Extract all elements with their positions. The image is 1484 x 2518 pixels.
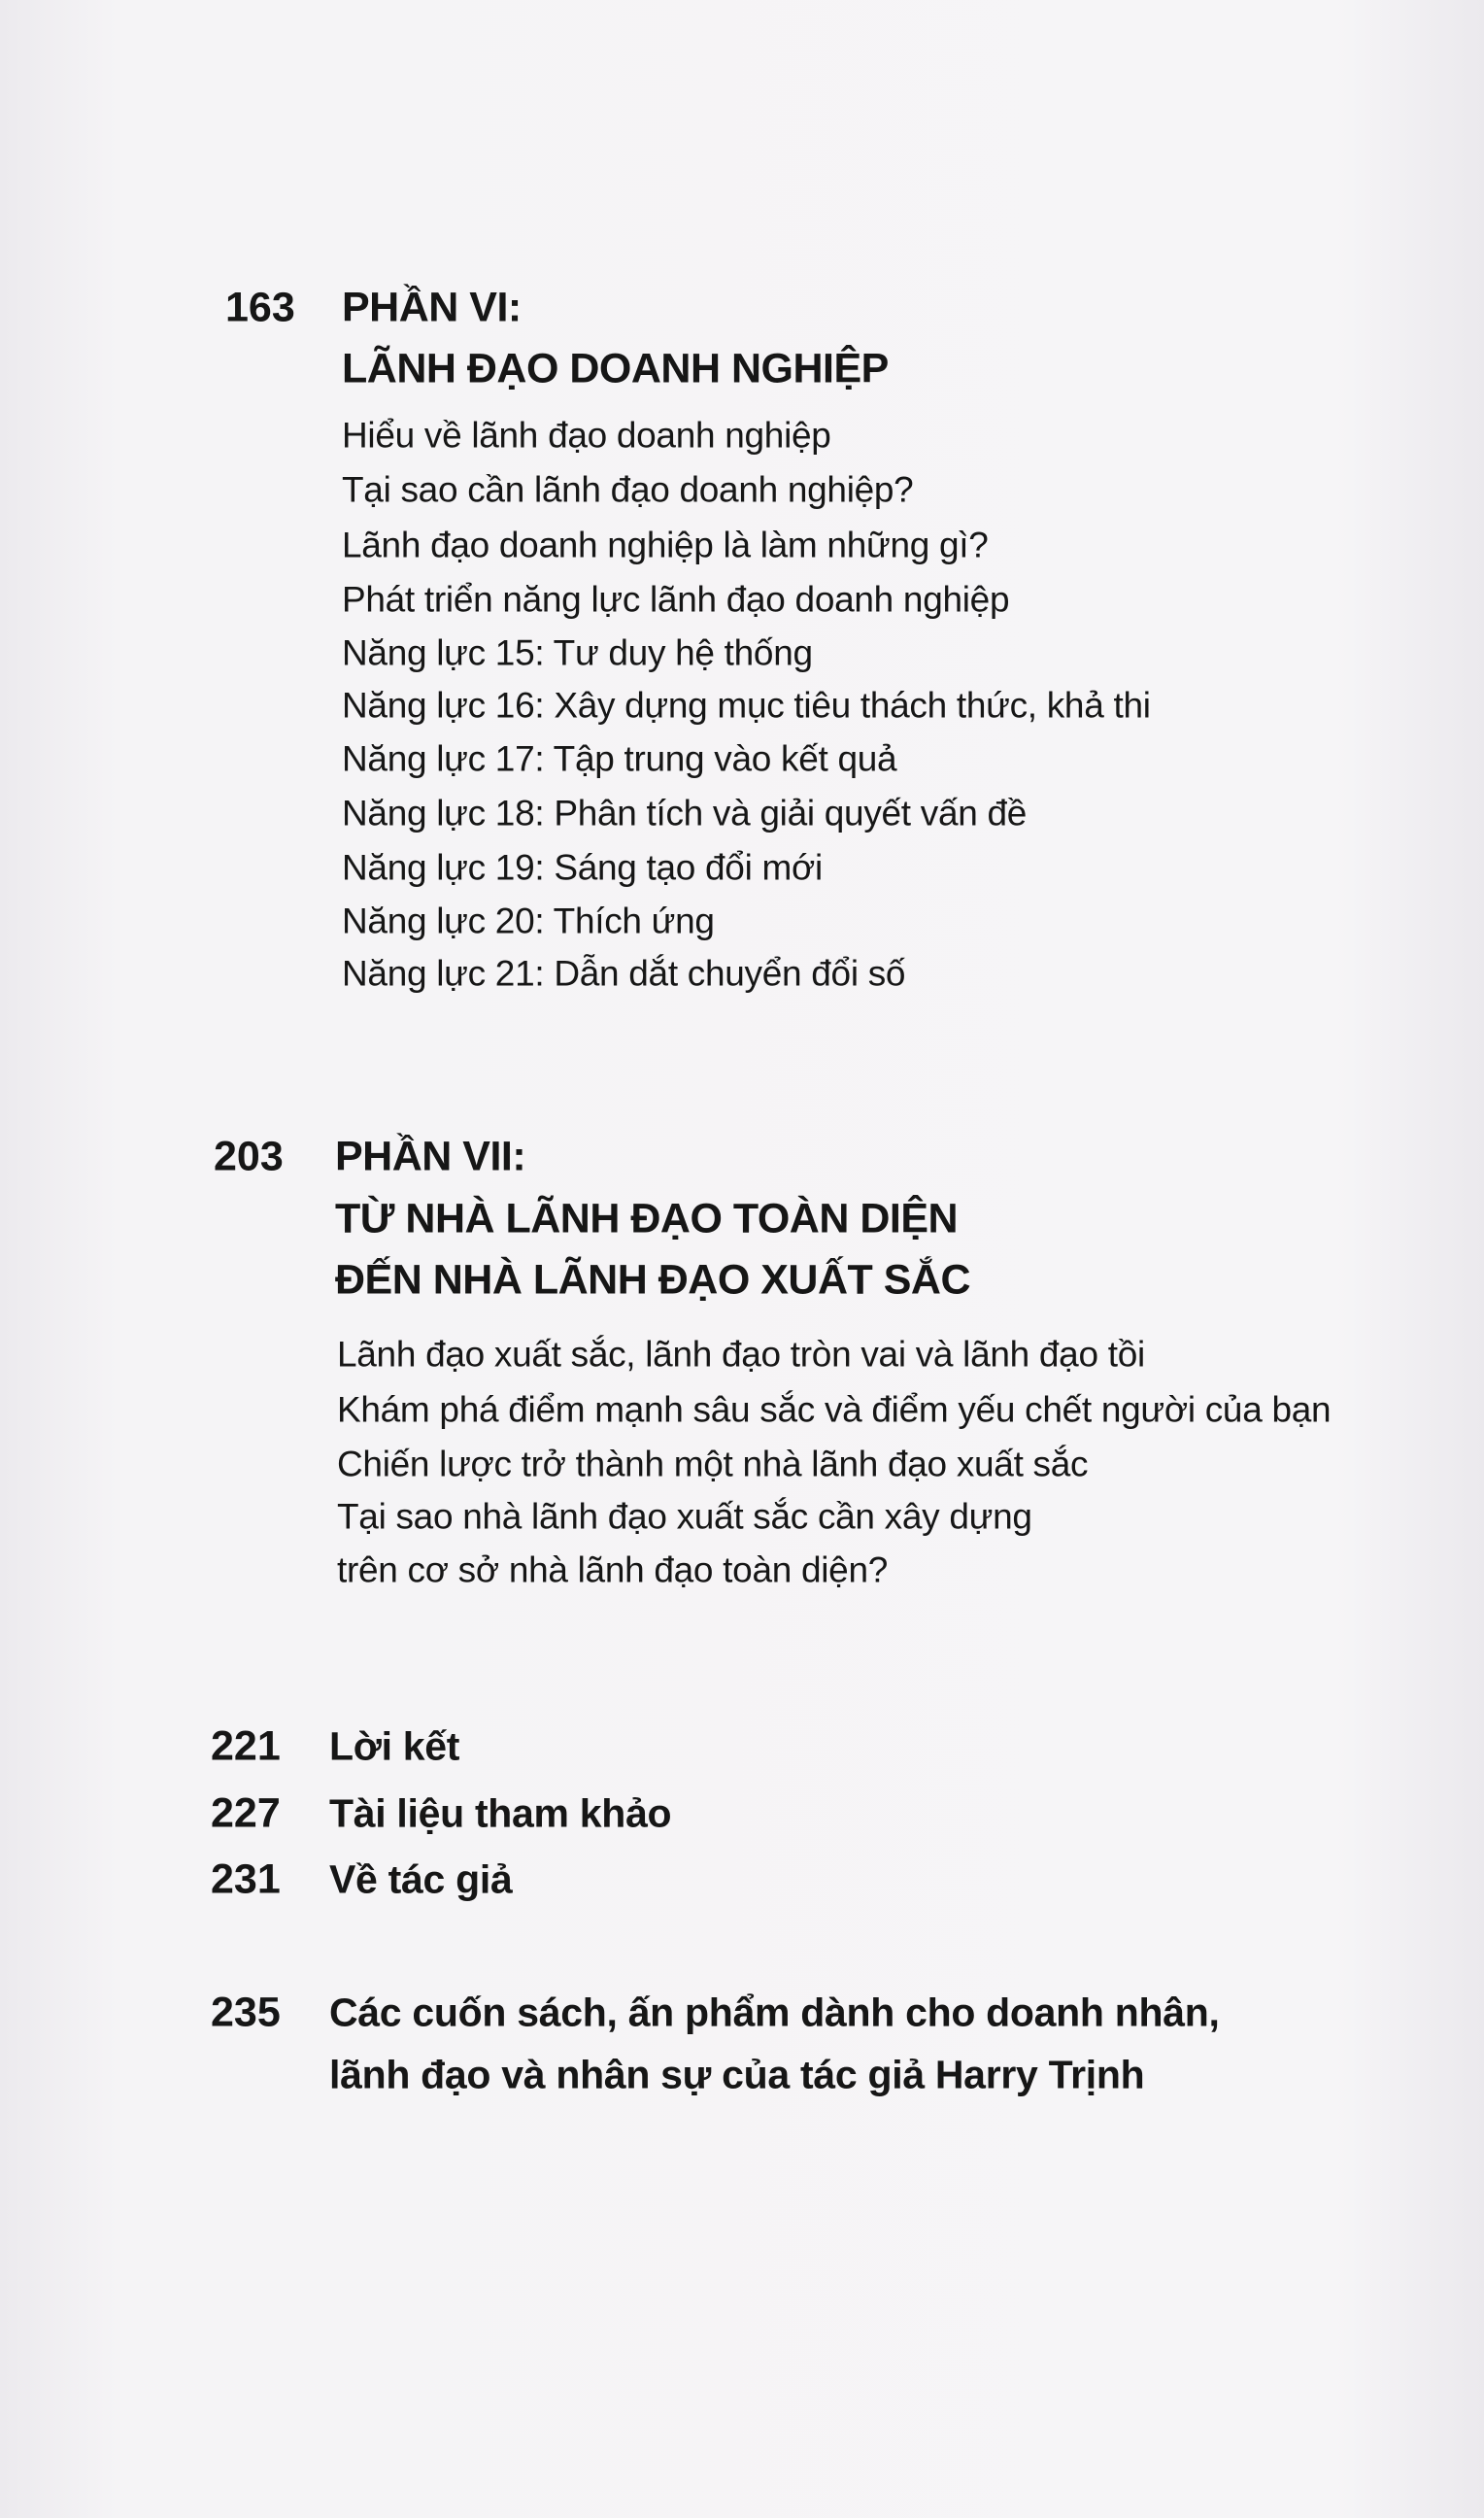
- toc-item: Năng lực 16: Xây dựng mục tiêu thách thức, khả thi: [342, 685, 1151, 726]
- page-number: 203: [214, 1133, 284, 1180]
- toc-item: Hiểu về lãnh đạo doanh nghiệp: [342, 415, 831, 456]
- section-heading: PHẦN VII:: [335, 1133, 526, 1180]
- toc-item: Khám phá điểm mạnh sâu sắc và điểm yếu chết người của bạn: [337, 1389, 1332, 1430]
- toc-item: Tại sao cần lãnh đạo doanh nghiệp?: [342, 469, 914, 510]
- toc-item: Tại sao nhà lãnh đạo xuất sắc cần xây dựng: [337, 1496, 1032, 1537]
- toc-item: Năng lực 20: Thích ứng: [342, 901, 715, 941]
- toc-item: Lãnh đạo doanh nghiệp là làm những gì?: [342, 525, 989, 565]
- toc-item: trên cơ sở nhà lãnh đạo toàn diện?: [337, 1549, 889, 1590]
- section-heading: LÃNH ĐẠO DOANH NGHIỆP: [342, 345, 889, 392]
- page-number: 227: [211, 1789, 281, 1837]
- toc-item: Năng lực 17: Tập trung vào kết quả: [342, 738, 897, 779]
- toc-item: Lãnh đạo xuất sắc, lãnh đạo tròn vai và lãnh đạo tồi: [337, 1334, 1145, 1375]
- toc-item: Năng lực 15: Tư duy hệ thống: [342, 632, 813, 673]
- toc-item: Năng lực 19: Sáng tạo đổi mới: [342, 847, 823, 888]
- page-number: 231: [211, 1855, 281, 1903]
- toc-entry: Về tác giả: [329, 1856, 513, 1902]
- toc-item: Chiến lược trở thành một nhà lãnh đạo xuất sắc: [337, 1444, 1089, 1484]
- toc-item: Năng lực 21: Dẫn dắt chuyển đổi số: [342, 953, 906, 994]
- toc-entry: Các cuốn sách, ấn phẩm dành cho doanh nhân,: [329, 1990, 1220, 2035]
- toc-item: Phát triển năng lực lãnh đạo doanh nghiệp: [342, 579, 1010, 620]
- page-number: 163: [225, 284, 295, 331]
- section-heading: PHẦN VI:: [342, 284, 522, 331]
- toc-entry: lãnh đạo và nhân sự của tác giả Harry Trịnh: [329, 2052, 1145, 2097]
- toc-entry: Lời kết: [329, 1723, 460, 1769]
- page-number: 235: [211, 1989, 281, 2036]
- section-heading: ĐẾN NHÀ LÃNH ĐẠO XUẤT SẮC: [335, 1256, 970, 1304]
- section-heading: TỪ NHÀ LÃNH ĐẠO TOÀN DIỆN: [335, 1195, 959, 1242]
- toc-entry: Tài liệu tham khảo: [329, 1790, 672, 1836]
- page-number: 221: [211, 1722, 281, 1770]
- toc-item: Năng lực 18: Phân tích và giải quyết vấn đề: [342, 793, 1028, 834]
